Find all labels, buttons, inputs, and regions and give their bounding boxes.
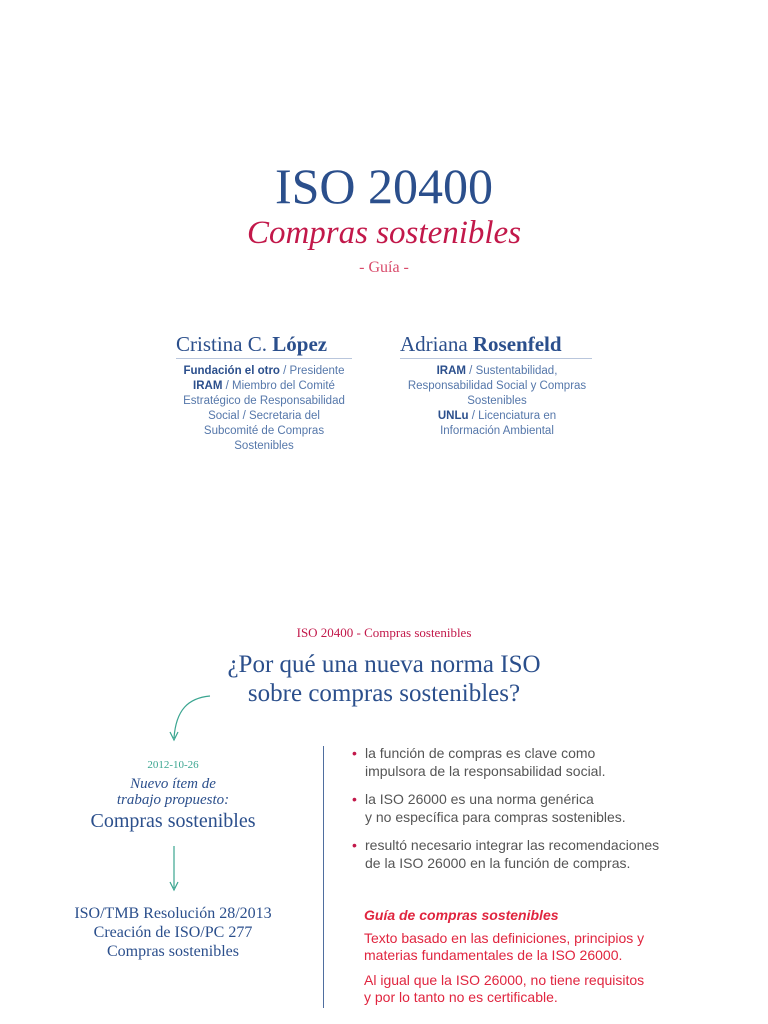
author-last-name: López: [272, 332, 328, 356]
bullet-icon: •: [352, 837, 357, 853]
timeline-date: 2012-10-26: [147, 759, 199, 771]
author-first-name: Adriana: [400, 332, 468, 356]
guide-paragraph: [364, 972, 724, 1006]
affiliation-separator: /: [279, 365, 290, 377]
affiliation-role: Licenciatura en Información Ambiental: [440, 410, 557, 437]
list-item: [352, 836, 732, 872]
new-item-label: [80, 776, 266, 808]
affiliation-line: [396, 364, 598, 409]
guide-line: y por lo tanto no es certificable.: [364, 989, 558, 1005]
guide-paragraph: [364, 930, 724, 964]
bullet-line: resultó necesario integrar las recomendaciones: [365, 837, 660, 853]
author-name: [176, 330, 356, 358]
bullet-line: y no específica para compras sostenibles.: [365, 809, 626, 825]
resolution-block: [40, 904, 306, 961]
author-affiliations: [396, 364, 598, 439]
affiliation-separator: /: [468, 410, 479, 422]
author-underline: [400, 358, 592, 359]
author-name: [400, 330, 600, 358]
affiliation-role: Presidente: [289, 365, 345, 377]
affiliation-org: IRAM: [193, 380, 223, 392]
question-line: sobre compras sostenibles?: [247, 680, 521, 707]
guide-title: Guía de compras sostenibles: [364, 907, 559, 923]
affiliation-org: Fundación el otro: [183, 365, 280, 377]
affiliation-role: Sustentabilidad, Responsabilidad Social y Compras Sostenibles: [407, 365, 587, 407]
slide-header: ISO 20400 - Compras sostenibles: [296, 625, 472, 640]
document-title: ISO 20400: [274, 158, 494, 214]
affiliation-role: Miembro del Comité Estratégico de Responsabilidad Social / Secretaria del Subcomité de Compras Sostenibles: [183, 380, 345, 452]
author-block-lopez: [176, 330, 356, 359]
affiliation-org: UNLu: [437, 410, 469, 422]
author-last-name: Rosenfeld: [472, 332, 562, 356]
resolution-line: ISO/TMB Resolución 28/2013: [74, 905, 272, 922]
timeline-item-name: Compras sostenibles: [90, 810, 256, 832]
affiliation-line: [176, 379, 352, 454]
guide-line: Texto basado en las definiciones, principios y: [364, 930, 645, 946]
bullet-line: la función de compras es clave como: [365, 745, 596, 761]
document-subtitle: Compras sostenibles: [246, 215, 522, 251]
question-line: ¿Por qué una nueva norma ISO: [227, 651, 541, 678]
curved-arrow-icon: [160, 690, 220, 746]
resolution-line: Creación de ISO/PC 277: [93, 924, 253, 941]
affiliation-separator: /: [465, 365, 476, 377]
document-tag: - Guía -: [359, 259, 409, 276]
new-item-line: Nuevo ítem de: [130, 776, 216, 792]
slide-question: [0, 650, 768, 708]
bullet-line: impulsora de la responsabilidad social.: [365, 763, 606, 779]
affiliation-org: IRAM: [436, 365, 466, 377]
list-item: [352, 790, 732, 826]
guide-line: Al igual que la ISO 26000, no tiene requisitos: [364, 972, 645, 988]
bullet-line: de la ISO 26000 en la función de compras.: [365, 855, 631, 871]
bullet-line: la ISO 26000 es una norma genérica: [365, 791, 594, 807]
author-first-name: Cristina C.: [176, 332, 268, 356]
author-block-rosenfeld: [400, 330, 600, 359]
affiliation-separator: /: [222, 380, 233, 392]
bullet-icon: •: [352, 791, 357, 807]
vertical-divider: [323, 746, 324, 1008]
author-underline: [176, 358, 352, 359]
list-item: [352, 744, 732, 780]
affiliation-line: [176, 364, 352, 379]
reasons-list: [352, 744, 732, 882]
bullet-icon: •: [352, 745, 357, 761]
resolution-line: Compras sostenibles: [107, 943, 239, 960]
down-arrow-icon: [166, 844, 182, 894]
author-affiliations: [176, 364, 352, 454]
affiliation-line: [396, 409, 598, 439]
new-item-line: trabajo propuesto:: [116, 792, 230, 808]
guide-line: materias fundamentales de la ISO 26000.: [364, 947, 623, 963]
